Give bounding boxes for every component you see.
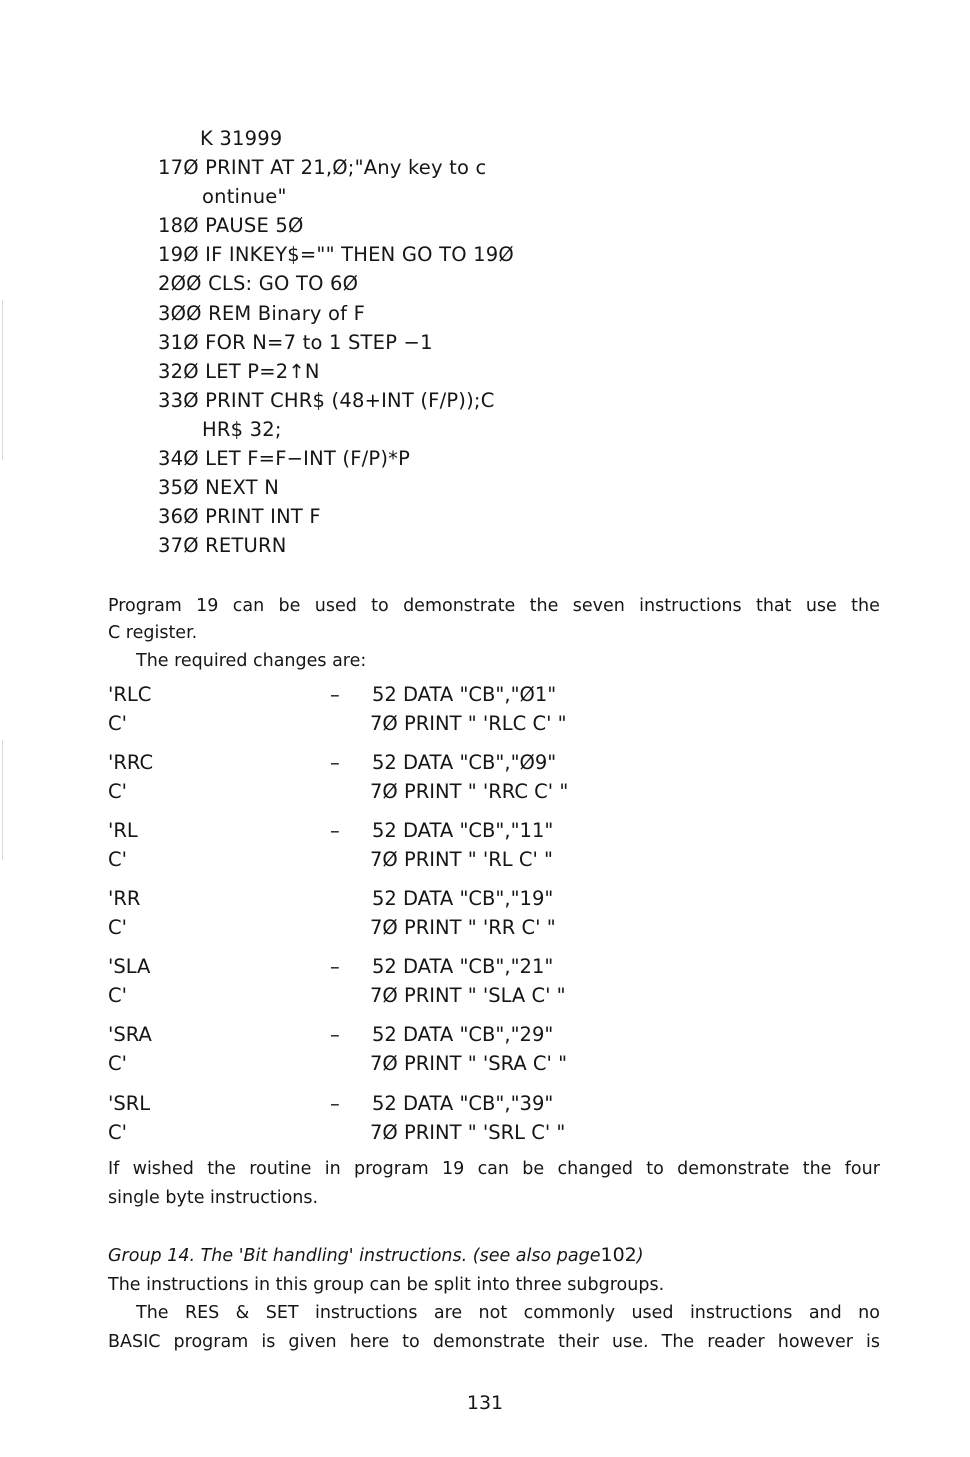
code-line: 18Ø PAUSE 5Ø xyxy=(158,214,304,238)
change-print-line: 7Ø PRINT " 'RLC C' " xyxy=(370,712,567,735)
change-print-line: 7Ø PRINT " 'SRA C' " xyxy=(370,1052,568,1076)
code-line: 36Ø PRINT INT F xyxy=(158,505,321,529)
section-line-3: BASIC program is given here to demonstrate their use. The reader however is xyxy=(108,1331,880,1352)
intro-line-1: Program 19 can be used to demonstrate the seven instructions that use the xyxy=(108,596,880,616)
change-print-line: 7Ø PRINT " 'SLA C' " xyxy=(370,984,566,1008)
section-heading xyxy=(108,1241,880,1271)
change-label: 'RR C' xyxy=(108,887,141,940)
scan-edge-mark xyxy=(2,740,3,860)
change-label: 'RL C' xyxy=(108,819,138,872)
change-print-line: 7Ø PRINT " 'RR C' " xyxy=(370,916,556,940)
change-label: 'SRA C' xyxy=(108,1023,152,1076)
page-number: 131 xyxy=(466,1392,504,1414)
after-line-2: single byte instructions. xyxy=(108,1187,319,1208)
section-line-1: The instructions in this group can be split into three subgroups. xyxy=(108,1274,665,1295)
change-dash: – xyxy=(330,1091,340,1115)
change-print-line: 7Ø PRINT " 'RRC C' " xyxy=(370,780,569,804)
code-line: 37Ø RETURN xyxy=(158,534,287,558)
change-print-line: 7Ø PRINT " 'SRL C' " xyxy=(370,1120,566,1144)
section-line-2: The RES & SET instructions are not commonly used instructions and no xyxy=(136,1303,880,1323)
code-line: ontinue" xyxy=(202,185,287,209)
change-print-line: 7Ø PRINT " 'RL C' " xyxy=(370,848,553,872)
code-line: 2ØØ CLS: GO TO 6Ø xyxy=(158,272,359,296)
code-line: 19Ø IF INKEY$="" THEN GO TO 19Ø xyxy=(158,243,514,267)
change-label: 'SRL C' xyxy=(108,1091,151,1144)
intro-paragraph xyxy=(108,592,880,676)
change-label: 'RRC C' xyxy=(108,751,154,804)
change-dash: – xyxy=(330,819,340,843)
change-label: 'SLA C' xyxy=(108,955,151,1008)
change-data-line: 52 DATA "CB","21" xyxy=(372,955,554,979)
change-dash: – xyxy=(330,1023,340,1047)
change-data-line: 52 DATA "CB","39" xyxy=(372,1091,554,1115)
section-heading-page: 102 xyxy=(600,1244,637,1266)
change-data-line: 52 DATA "CB","Ø9" xyxy=(372,751,557,775)
code-line: K 31999 xyxy=(200,127,283,150)
change-data-line: 52 DATA "CB","11" xyxy=(372,819,554,843)
code-line: 34Ø LET F=F−INT (F/P)*P xyxy=(158,447,411,471)
code-line: 3ØØ REM Binary of F xyxy=(158,301,366,325)
intro-line-2: C register. xyxy=(108,622,198,643)
change-dash: – xyxy=(330,751,340,775)
code-line: 31Ø FOR N=7 to 1 STEP −1 xyxy=(158,330,433,354)
section-heading-text: Group 14. The 'Bit handling' instructions. (see also page xyxy=(108,1246,601,1266)
change-data-line: 52 DATA "CB","19" xyxy=(372,887,554,911)
basic-code-listing xyxy=(158,124,514,560)
change-dash: – xyxy=(330,955,340,979)
change-data-line: 52 DATA "CB","Ø1" xyxy=(372,683,557,706)
change-data-line: 52 DATA "CB","29" xyxy=(372,1023,554,1047)
group-14-section xyxy=(108,1241,880,1356)
change-dash: – xyxy=(330,683,340,706)
section-heading-close: ) xyxy=(636,1246,644,1266)
change-label: 'RLC C' xyxy=(108,683,152,735)
intro-line-3: The required changes are: xyxy=(136,651,367,671)
code-line: 35Ø NEXT N xyxy=(158,476,279,500)
code-line: HR$ 32; xyxy=(202,417,282,441)
after-line-1: If wished the routine in program 19 can be changed to demonstrate the four xyxy=(108,1159,880,1179)
after-paragraph xyxy=(108,1155,880,1212)
code-line: 17Ø PRINT AT 21,Ø;"Any key to c xyxy=(158,156,487,180)
code-line: 33Ø PRINT CHR$ (48+INT (F/P));C xyxy=(158,388,495,412)
scan-edge-mark xyxy=(2,300,3,460)
code-line: 32Ø LET P=2↑N xyxy=(158,359,320,383)
